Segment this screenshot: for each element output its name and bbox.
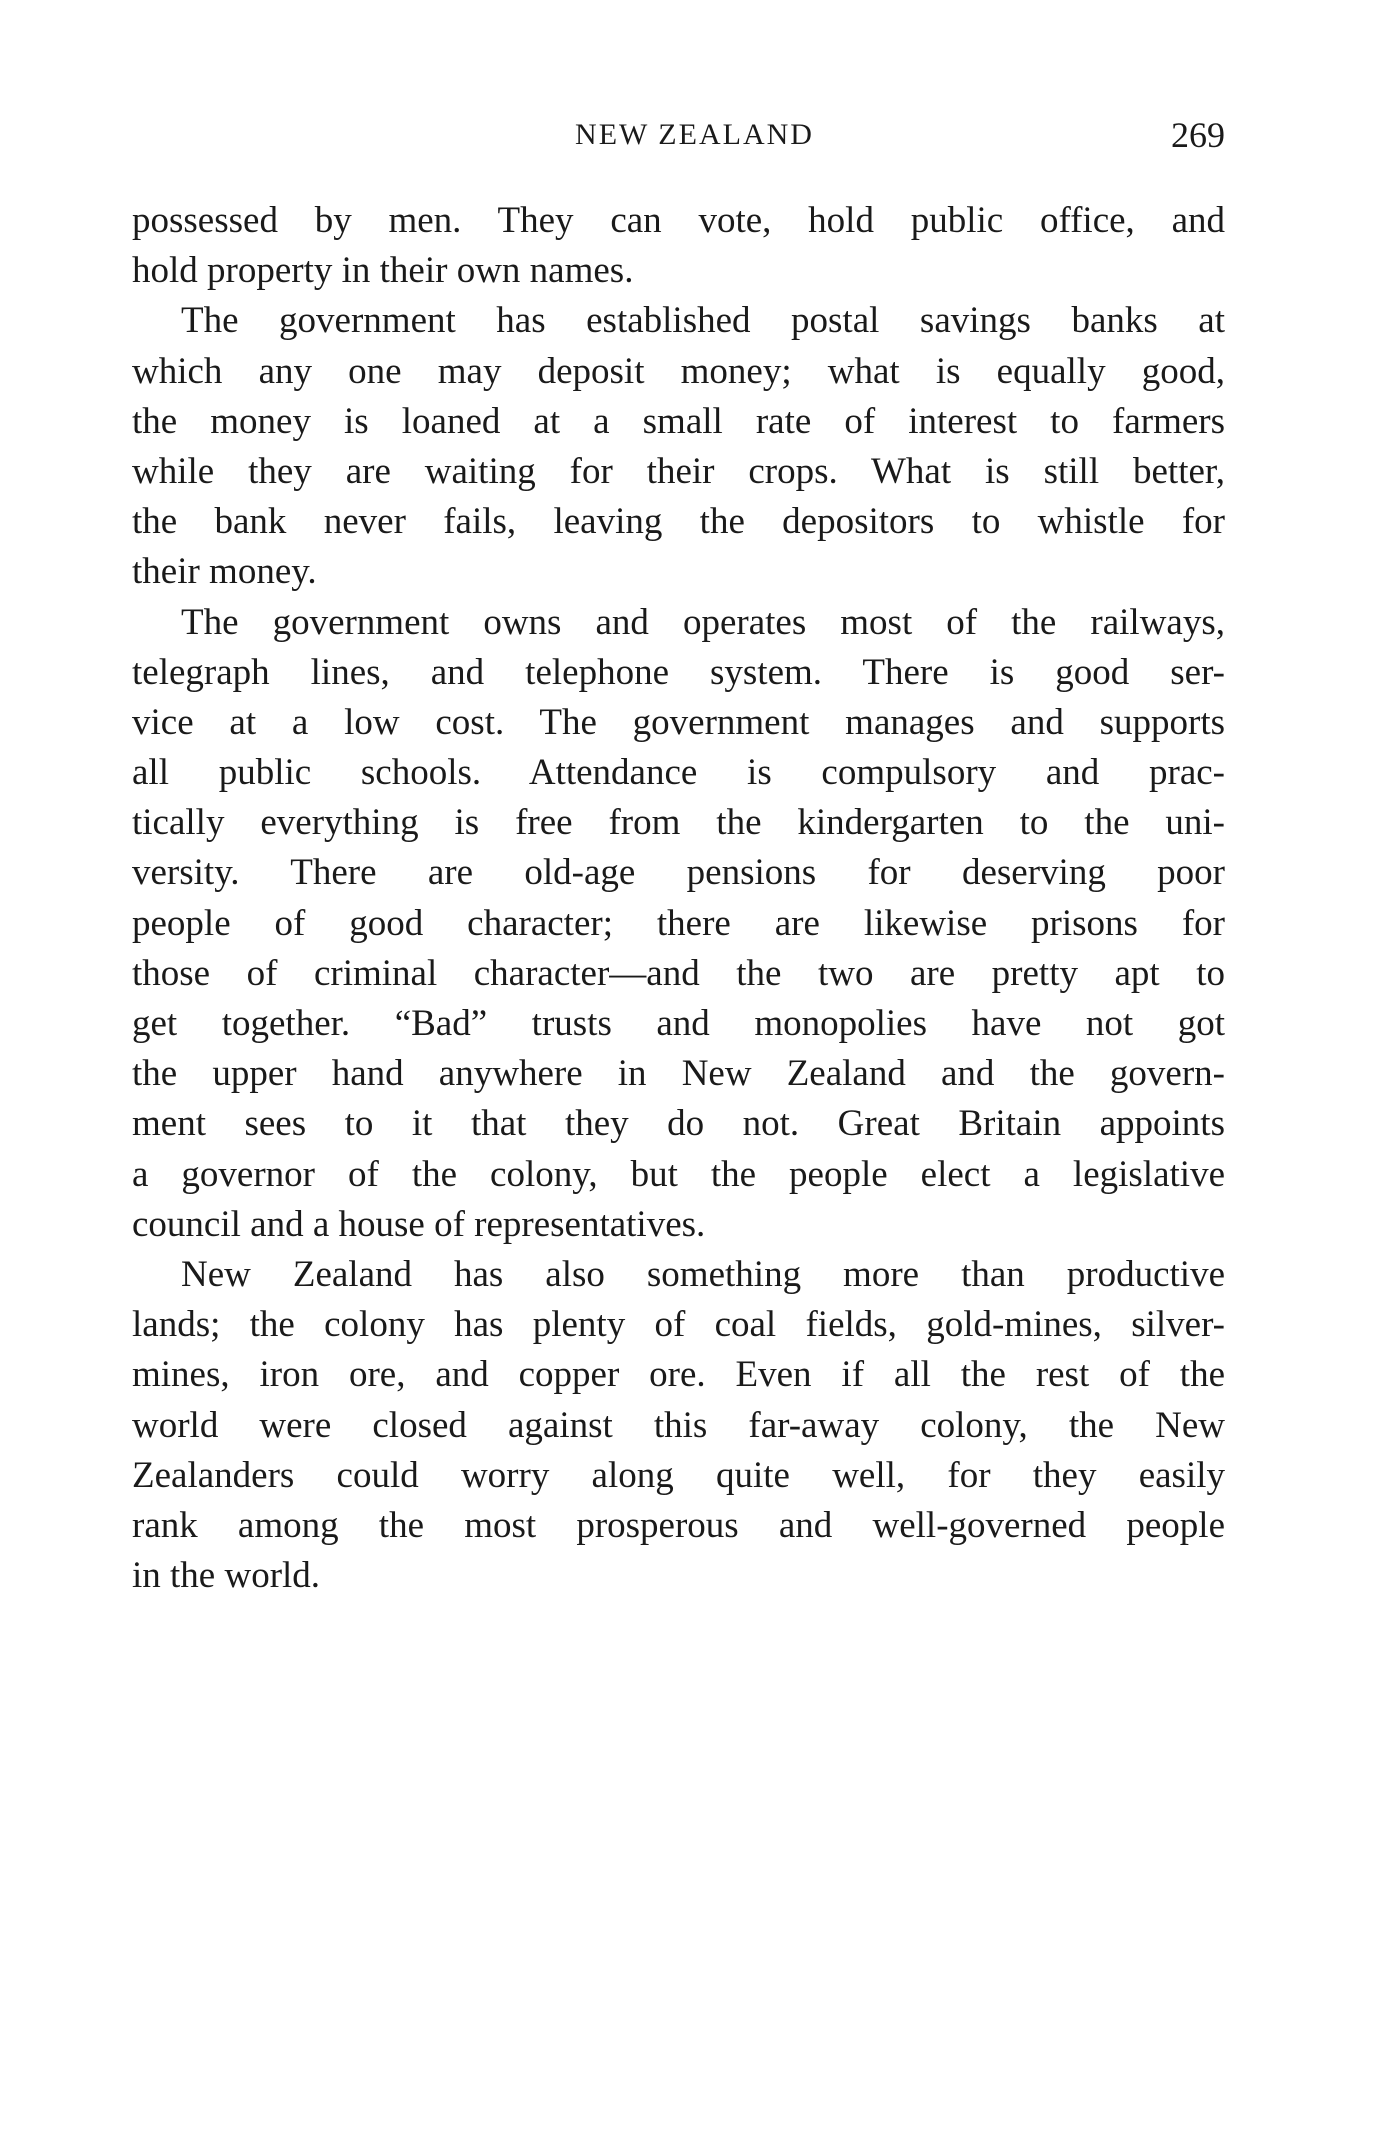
text-line: while they are waiting for their crops. What is still better, <box>132 450 1225 492</box>
text-line: tically everything is free from the kindergarten to the uni- <box>132 802 1225 844</box>
text-line: Zealanders could worry along quite well, for they easily <box>132 1454 1225 1496</box>
text-line: all public schools. Attendance is compulsory and prac- <box>132 752 1225 794</box>
text-line: the upper hand anywhere in New Zealand and the govern- <box>132 1053 1225 1095</box>
running-header: NEW ZEALAND <box>575 118 814 151</box>
text-line: which any one may deposit money; what is equally good, <box>132 350 1225 392</box>
body-text <box>132 196 1225 1601</box>
text-line: council and a house of representatives. <box>132 1203 706 1245</box>
text-line: the bank never fails, leaving the depositors to whistle for <box>132 501 1225 543</box>
text-line: telegraph lines, and telephone system. There is good ser- <box>132 651 1225 693</box>
text-line: in the world. <box>132 1555 321 1597</box>
text-line: their money. <box>132 551 317 593</box>
text-line: The government has established postal savings banks at <box>181 300 1225 342</box>
text-line: vice at a low cost. The government manages and supports <box>132 701 1225 743</box>
text-line: possessed by men. They can vote, hold public office, and <box>132 200 1225 241</box>
text-line: those of criminal character—and the two are pretty apt to <box>132 952 1225 994</box>
paragraph <box>132 598 1225 1250</box>
text-line: lands; the colony has plenty of coal fields, gold-mines, silver- <box>132 1304 1225 1346</box>
text-line: world were closed against this far-away colony, the New <box>132 1404 1225 1446</box>
paragraph <box>132 196 1225 296</box>
text-line: versity. There are old-age pensions for deserving poor <box>132 852 1225 894</box>
text-line: ment sees to it that they do not. Great Britain appoints <box>132 1103 1225 1145</box>
page-number: 269 <box>1171 115 1225 155</box>
text-line: people of good character; there are likewise prisons for <box>132 902 1225 944</box>
paragraph <box>132 296 1225 597</box>
text-line: hold property in their own names. <box>132 250 634 292</box>
text-line: mines, iron ore, and copper ore. Even if all the rest of the <box>132 1354 1225 1396</box>
text-line: The government owns and operates most of the railways, <box>181 601 1225 643</box>
text-line: New Zealand has also something more than productive <box>181 1253 1225 1295</box>
text-line: the money is loaned at a small rate of interest to farmers <box>132 400 1225 442</box>
text-line: a governor of the colony, but the people elect a legislative <box>132 1153 1225 1195</box>
paragraph <box>132 1250 1225 1601</box>
text-line: rank among the most prosperous and well-governed people <box>132 1504 1225 1546</box>
text-line: get together. “Bad” trusts and monopolies have not got <box>132 1003 1225 1044</box>
